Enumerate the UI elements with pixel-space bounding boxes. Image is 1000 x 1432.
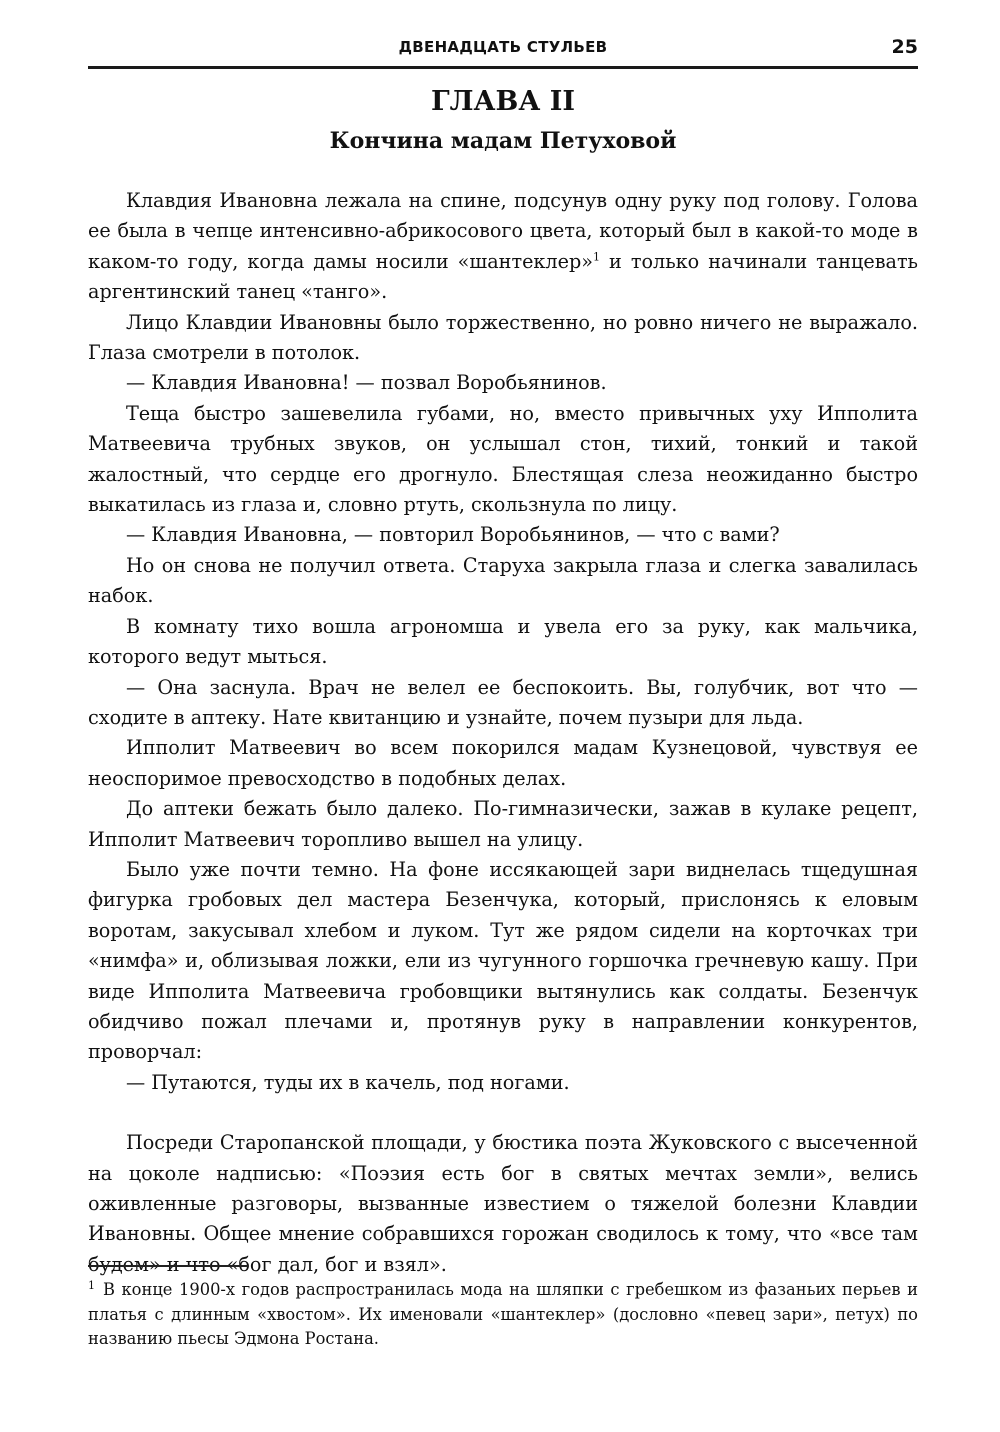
paragraph-10: До аптеки бежать было далеко. По-гимназически, зажав в кулаке рецепт, Ипполит Матвеевич торопливо вышел на улицу. bbox=[88, 797, 918, 851]
body-text bbox=[88, 186, 918, 1280]
paragraph-8: — Она заснула. Врач не велел ее беспокоить. Вы, голубчик, вот что — сходите в аптеку. Нате квитанцию и узнайте, почем пузыри для льда. bbox=[88, 675, 918, 729]
chapter-subtitle: Кончина мадам Петуховой bbox=[329, 128, 677, 154]
chapter-title: ГЛАВА II bbox=[431, 86, 575, 117]
paragraph-12: — Путаются, туды их в качель, под ногами. bbox=[126, 1070, 570, 1094]
paragraph-1-text-a: Клавдия Ивановна лежала на спине, подсунув одну руку под голову. Голова ее была в чепце интенсивно-абрикосового цвета, который был в какой-то моде в каком-то году, когда дамы носили «шантеклер» bbox=[88, 189, 918, 273]
footnote-text: В конце 1900-х годов распространилась мода на шляпки с гребешком из фазаньих перьев и платья с длинным «хвостом». Их именовали «шантеклер» (дословно «певец зари», петух) по названию пьесы Эдмона Ростана. bbox=[88, 1280, 918, 1349]
paragraph-2: Лицо Клавдии Ивановны было торжественно, но ровно ничего не выражало. Глаза смотрели в потолок. bbox=[88, 310, 918, 365]
paragraph-1 bbox=[88, 186, 918, 308]
paragraph-5: — Клавдия Ивановна, — повторил Воробьянинов, — что с вами? bbox=[126, 523, 780, 547]
page-number: 25 bbox=[891, 36, 918, 58]
paragraph-9: Ипполит Матвеевич во всем покорился мадам Кузнецовой, чувствуя ее неоспоримое превосходство в подобных делах. bbox=[88, 736, 918, 790]
paragraph-1-text-b: и только начинали танцевать аргентинский танец «танго». bbox=[88, 249, 919, 304]
running-title: ДВЕНАДЦАТЬ СТУЛЬЕВ bbox=[398, 38, 608, 56]
paragraph-11: Было уже почти темно. На фоне иссякающей зари виднелась тщедушная фигурка гробовых дел мастера Безенчука, который, прислонясь к еловым воротам, закусывал хлебом и луком. Тут же рядом сидели на корточках три «нимфа» и, облизывая ложки, ели из чугунного горшочка гречневую кашу. При виде Ипполита Матвеевича гробовщики вытянулись как солдаты. Безенчук обидчиво пожал плечами и, протянув руку в направлении конкурентов, проворчал: bbox=[88, 857, 918, 1064]
footnote-divider bbox=[88, 1265, 248, 1267]
paragraph-7: В комнату тихо вошла агрономша и увела его за руку, как мальчика, которого ведут мыться. bbox=[88, 614, 918, 669]
running-header bbox=[88, 34, 918, 69]
footnote bbox=[88, 1278, 918, 1352]
paragraph-13: Посреди Старопанской площади, у бюстика поэта Жуковского с высеченной на цоколе надписью: «Поэзия есть бог в святых мечтах земли», велись оживленные разговоры, вызванные известием о тяжелой болезни Клавдии Ивановны. Общее мнение собравшихся горожан сводилось к тому, что «все там будем» и что «бог дал, бог и взял». bbox=[88, 1131, 918, 1276]
paragraph-4: Теща быстро зашевелила губами, но, вместо привычных уху Ипполита Матвеевича трубных звуков, он услышал стон, тихий, тонкий и такой жалостный, что сердце его дрогнуло. Блестящая слеза неожиданно быстро выкатилась из глаза и, словно ртуть, скользнула по лицу. bbox=[88, 401, 918, 517]
paragraph-3: — Клавдия Ивановна! — позвал Воробьянинов. bbox=[126, 371, 607, 395]
paragraph-6: Но он снова не получил ответа. Старуха закрыла глаза и слегка завалилась набок. bbox=[88, 553, 918, 608]
footnote-reference: 1 bbox=[593, 250, 600, 264]
footnote-mark: 1 bbox=[88, 1278, 95, 1292]
